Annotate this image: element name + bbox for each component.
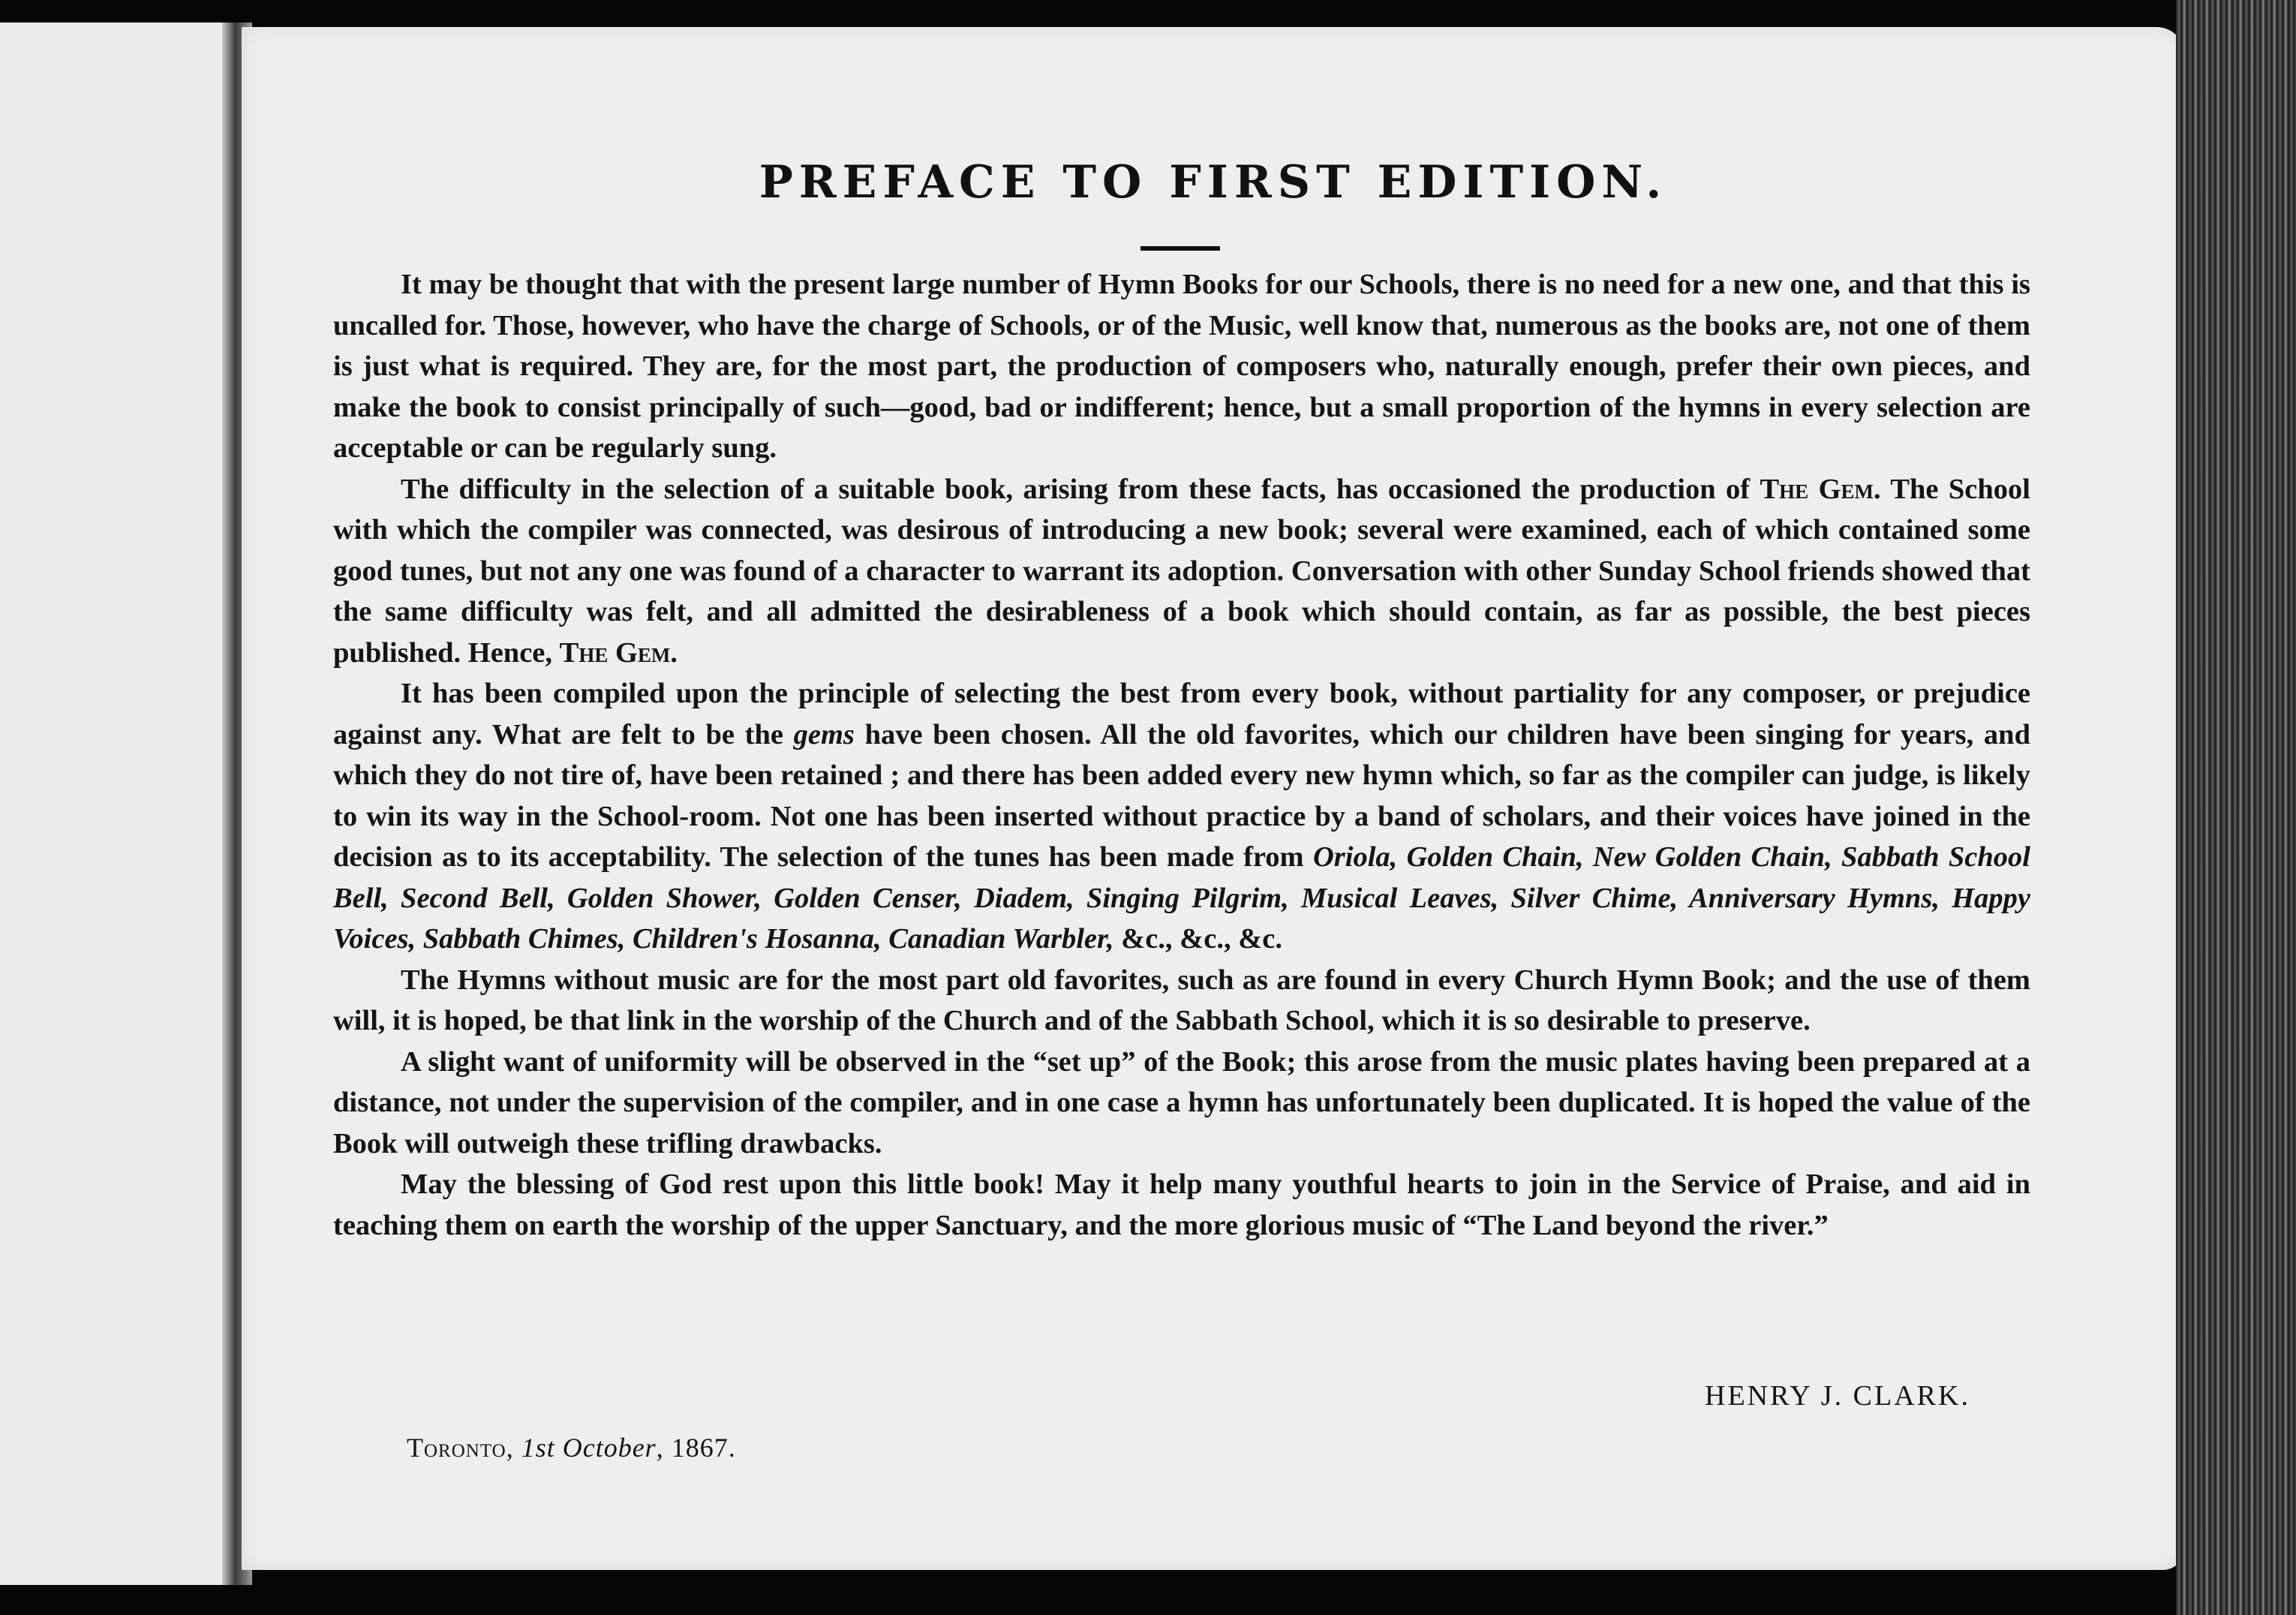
paragraph-6: May the blessing of God rest upon this little book! May it help many youthful hearts to join in the Service of Praise, and aid in teaching them on earth the worship of the upper Sanctuary, and the more glorious music of “The Land beyond the river.”: [333, 1168, 2030, 1241]
page-edges: [2176, 0, 2296, 1615]
paragraph-2: The difficulty in the selection of a suitable book, arising from these facts, has occasioned the production of The Gem. The School with which the compiler was connected, was desirous of introducing a new book; several were examined, each of which contained some good tunes, but not any one was found of a character to warrant its adoption. Conversation with other Sunday School friends showed that the same difficulty was felt, and all admitted the desirableness of a book which should contain, as far as possible, the best pieces published. Hence, The Gem.: [333, 473, 2030, 669]
paragraph-1: It may be thought that with the present large number of Hymn Books for our Schools, there is no need for a new one, and that this is uncalled for. Those, however, who have the charge of Schools, or of the Music, well know that, numerous as the books are, not one of them is just what is required. They are, for the most part, the production of composers who, naturally enough, prefer their own pieces, and make the book to consist principally of such—good, bad or indifferent; hence, but a small proportion of the hymns in every selection are acceptable or can be regularly sung.: [333, 269, 2030, 464]
dateline-place: Toronto,: [407, 1433, 514, 1463]
paragraph-3: It has been compiled upon the principle of selecting the best from every book, without partiality for any composer, or prejudice against any. What are felt to be the gems have been chosen. All the old favorites, which our children have been singing for years, and which they do not tire of, have been retained ; and there has been added every new hymn which, so far as the compiler can judge, is likely to win its way in the School-room. Not one has been inserted without practice by a band of scholars, and their voices have joined in the decision as to its acceptability. The selection of the tunes has been made from Oriola, Golden Chain, New Golden Chain, Sabbath School Bell, Second Bell, Golden Shower, Golden Censer, Diadem, Singing Pilgrim, Musical Leaves, Silver Chime, Anniversary Hymns, Happy Voices, Sabbath Chimes, Children's Hosanna, Canadian Warbler, &c., &c., &c.: [333, 678, 2030, 955]
paragraph-5: A slight want of uniformity will be observed in the “set up” of the Book; this arose from the music plates having been prepared at a distance, not under the supervision of the compiler, and in one case a hymn has unfortunately been duplicated. It is hoped the value of the Book will outweigh these trifling drawbacks.: [333, 1045, 2030, 1159]
dateline-date: 1st October: [521, 1433, 657, 1463]
book-name: The Gem.: [1760, 473, 1881, 505]
left-facing-page: [0, 23, 231, 1585]
page-title: PREFACE TO FIRST EDITION.: [759, 156, 1668, 209]
preface-page: [242, 27, 2185, 1570]
title-rule: [1140, 246, 1220, 251]
tune-book-list: Oriola, Golden Chain, New Golden Chain, Sabbath School Bell, Second Bell, Golden Shower, Golden Censer, Diadem, Singing Pilgrim, Musical Leaves, Silver Chime, Anniversary Hymns, Happy Voices, Sabbath Chimes, Children's Hosanna, Canadian Warbler,: [333, 841, 2030, 955]
dateline-year: , 1867.: [656, 1433, 736, 1463]
author-signature: HENRY J. CLARK.: [1705, 1380, 1970, 1412]
dateline: [407, 1432, 736, 1463]
paragraph-4: The Hymns without music are for the most part old favorites, such as are found in every Church Hymn Book; and the use of them will, it is hoped, be that link in the worship of the Church and of the Sabbath School, which it is so desirable to preserve.: [333, 964, 2030, 1036]
preface-body: [333, 264, 2030, 1246]
book-name: The Gem.: [559, 636, 678, 669]
